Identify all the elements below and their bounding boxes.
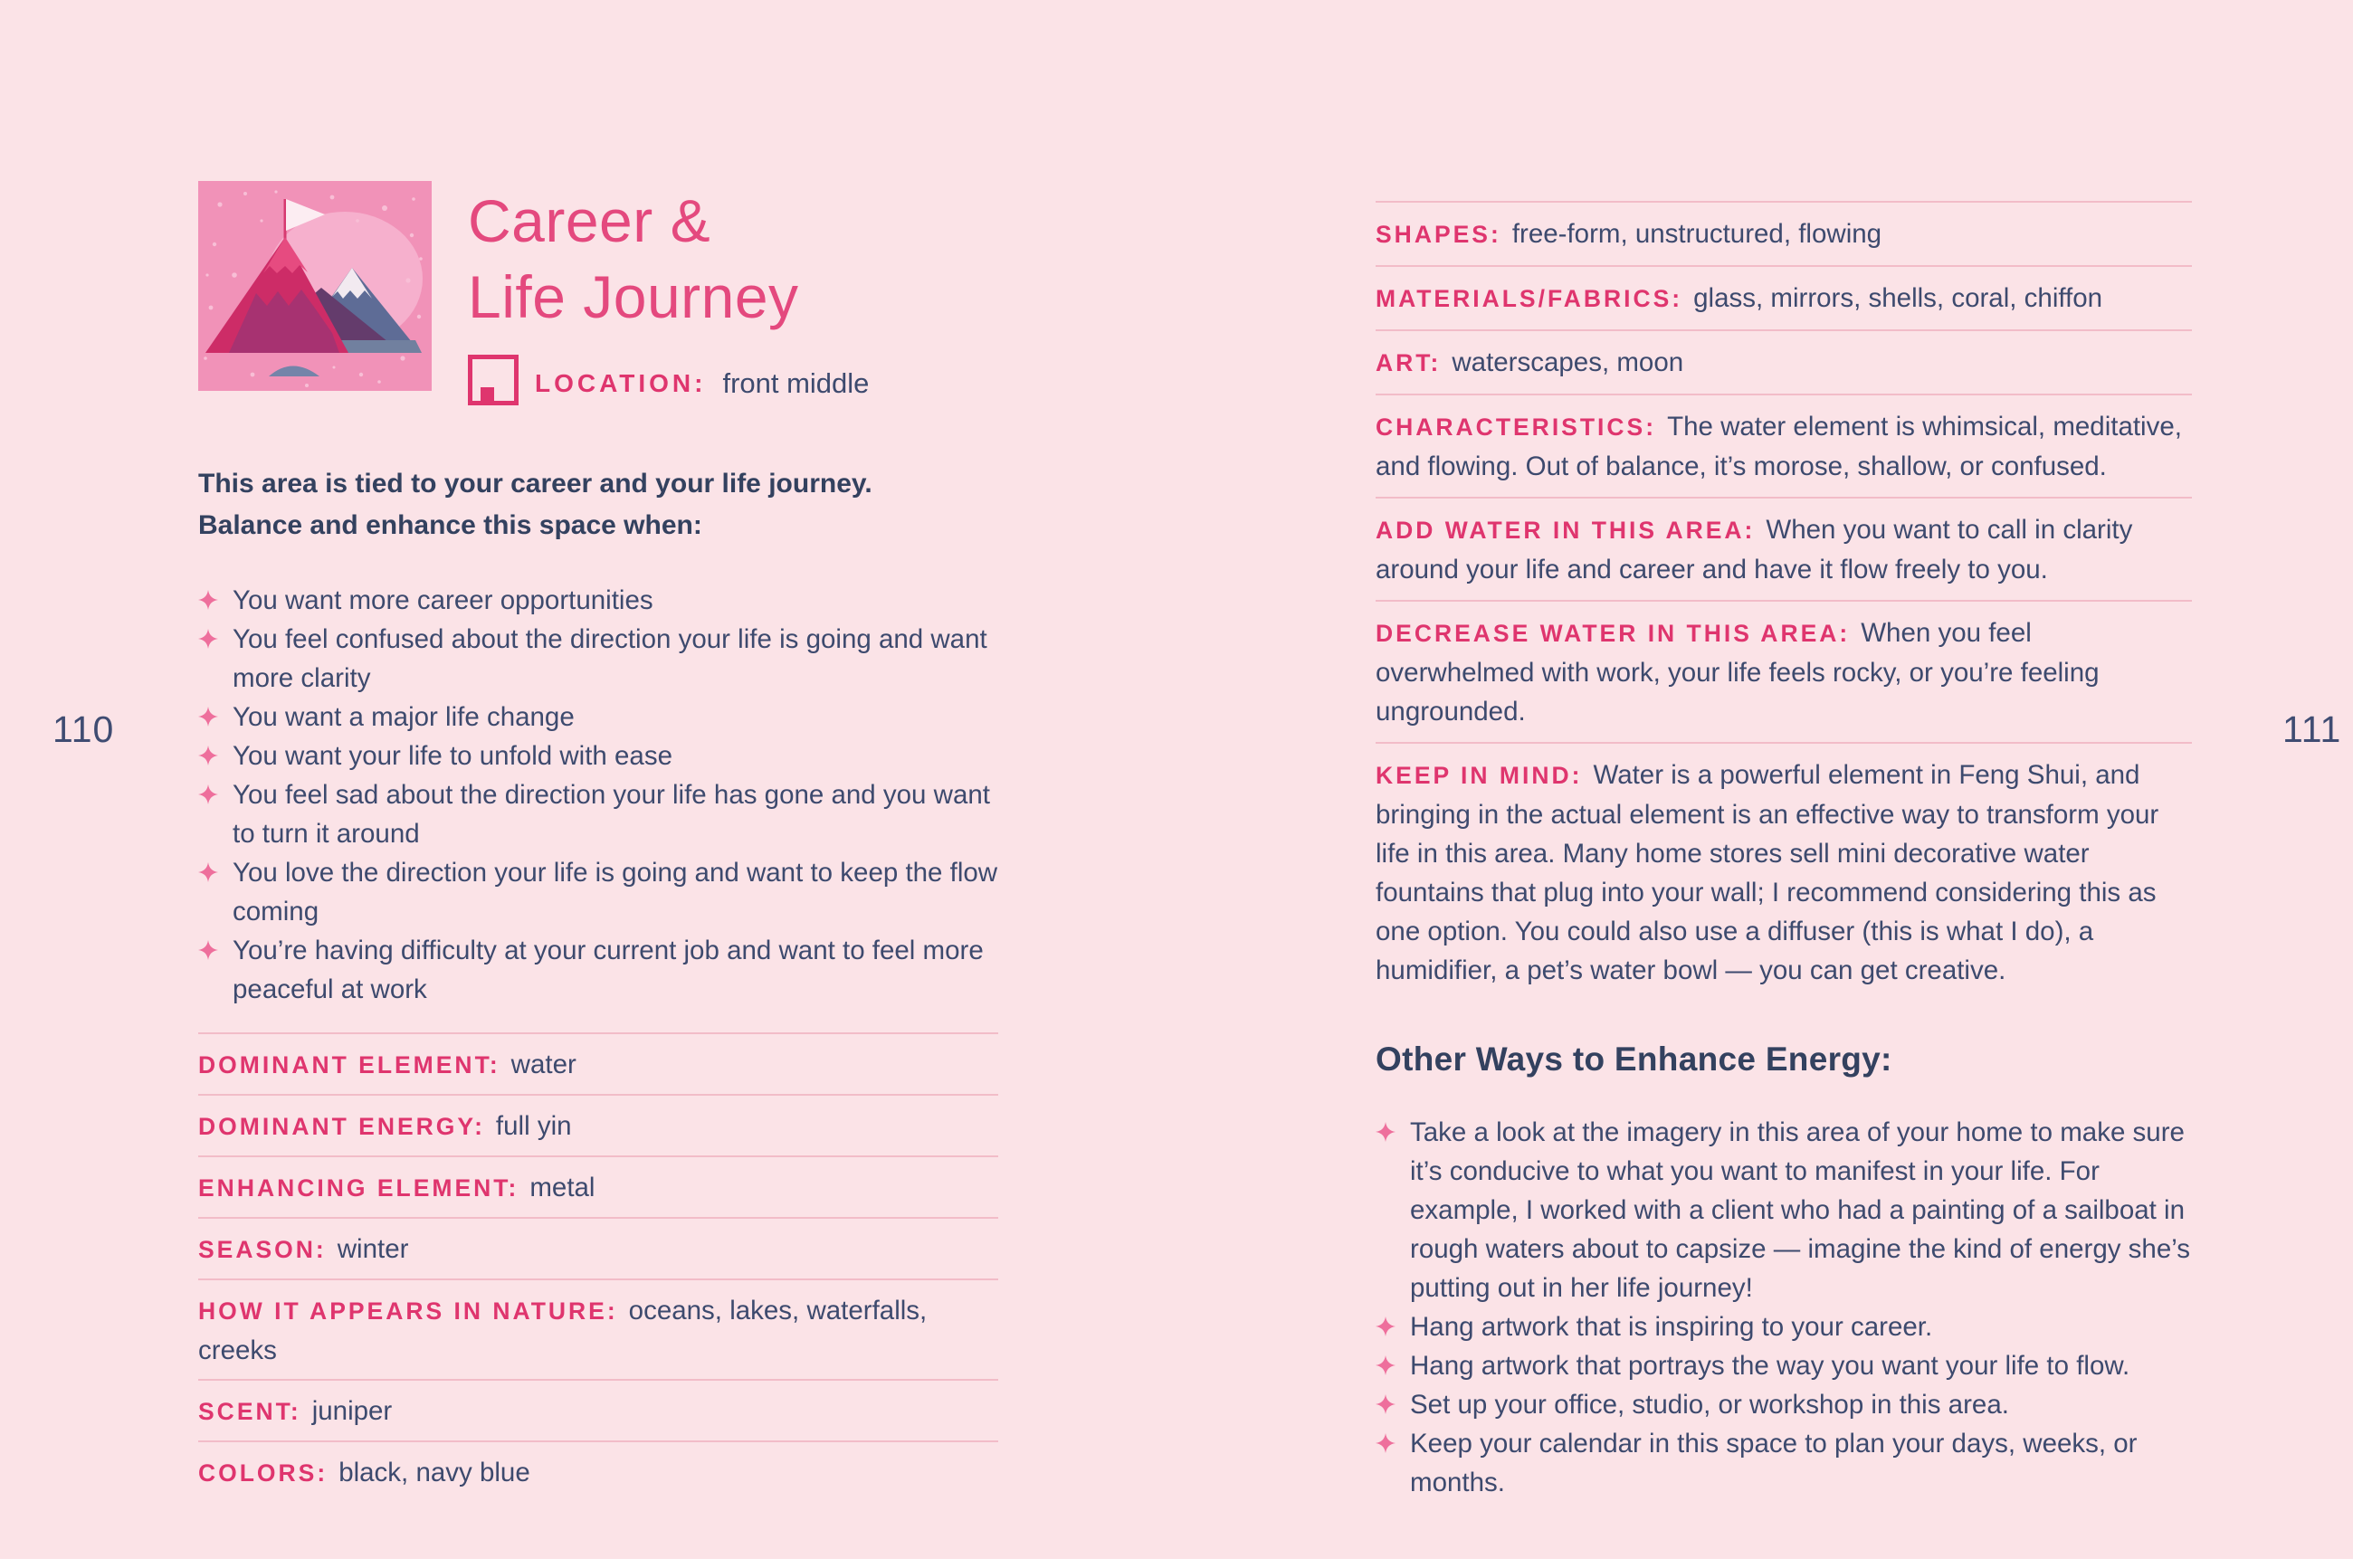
table-row bbox=[198, 1379, 998, 1440]
sparkle-bullet-icon bbox=[1376, 1433, 1396, 1453]
bullet-text: You feel sad about the direction your life has gone and you want to turn it around bbox=[233, 780, 990, 849]
table-row bbox=[198, 1094, 998, 1155]
row-label: HOW IT APPEARS IN NATURE: bbox=[198, 1297, 618, 1325]
sparkle-bullet-icon bbox=[198, 629, 218, 649]
row-value: waterscapes, moon bbox=[1452, 347, 1684, 377]
row-label: CHARACTERISTICS: bbox=[1376, 413, 1657, 441]
sparkle-bullet-icon bbox=[198, 707, 218, 727]
title-block bbox=[468, 181, 869, 405]
row-value: metal bbox=[529, 1173, 595, 1202]
intro-line1: This area is tied to your career and your life journey. bbox=[198, 469, 872, 499]
row-label: ADD WATER IN THIS AREA: bbox=[1376, 517, 1756, 544]
table-row bbox=[1376, 265, 2192, 329]
bullet-text: Set up your office, studio, or workshop in this area. bbox=[1410, 1390, 2009, 1420]
bullet-text: Take a look at the imagery in this area of your home to make sure it’s conducive to what you want to manifest in your life. For example, I worked with a client who had a painting of a sailboat in rough waters about to capsize — imagine the kind of energy she’s putting out in her life journey! bbox=[1410, 1117, 2191, 1303]
bullet-text: You love the direction your life is going and want to keep the flow coming bbox=[233, 858, 998, 927]
list-item bbox=[198, 581, 998, 620]
row-label: SEASON: bbox=[198, 1236, 327, 1263]
sparkle-bullet-icon bbox=[1376, 1316, 1396, 1336]
table-row bbox=[198, 1032, 998, 1094]
bullet-text: You want a major life change bbox=[233, 702, 575, 732]
sparkle-bullet-icon bbox=[198, 746, 218, 765]
sparkle-bullet-icon bbox=[198, 590, 218, 610]
sparkle-bullet-icon bbox=[1376, 1394, 1396, 1414]
sparkle-bullet-icon bbox=[198, 940, 218, 960]
bullet-text: Keep your calendar in this space to plan your days, weeks, or months. bbox=[1410, 1429, 2138, 1497]
row-value: water bbox=[510, 1050, 576, 1079]
table-row bbox=[1376, 201, 2192, 265]
location-value: front middle bbox=[722, 367, 870, 399]
other-ways-heading: Other Ways to Enhance Energy: bbox=[1376, 1041, 1892, 1078]
table-row bbox=[198, 1217, 998, 1278]
intro-line2: Balance and enhance this space when: bbox=[198, 510, 702, 540]
sparkle-bullet-icon bbox=[198, 862, 218, 882]
page-title bbox=[468, 183, 869, 335]
chapter-header bbox=[198, 181, 998, 405]
table-row bbox=[198, 1155, 998, 1217]
row-value: oceans, lakes, waterfalls, creeks bbox=[198, 1296, 928, 1365]
table-row bbox=[198, 1278, 998, 1379]
list-item bbox=[1376, 1424, 2192, 1502]
list-item bbox=[198, 775, 998, 853]
bullet-text: You want more career opportunities bbox=[233, 585, 653, 615]
row-label: COLORS: bbox=[198, 1459, 329, 1487]
row-value: free-form, unstructured, flowing bbox=[1511, 219, 1882, 249]
page-title-line1: Career & bbox=[468, 187, 711, 254]
sparkle-bullet-icon bbox=[198, 784, 218, 804]
sparkle-bullet-icon bbox=[1376, 1355, 1396, 1375]
row-label: ART: bbox=[1376, 349, 1442, 376]
list-item bbox=[198, 853, 998, 931]
table-row bbox=[198, 1440, 998, 1502]
mountain-illustration bbox=[198, 181, 432, 391]
row-value: When you want to call in clarity around your life and career and have it flow freely to you. bbox=[1376, 515, 2133, 584]
row-value: The water element is whimsical, meditative, and flowing. Out of balance, it’s morose, shallow, or confused. bbox=[1376, 412, 2182, 481]
details-table bbox=[1376, 201, 2192, 1001]
attributes-table bbox=[198, 1032, 998, 1502]
location-floorplan-icon bbox=[468, 355, 519, 405]
list-item bbox=[198, 931, 998, 1009]
page-bottom-edge bbox=[0, 1559, 2353, 1568]
other-ways-bullet-list bbox=[1376, 1113, 2192, 1502]
sparkle-bullet-icon bbox=[1376, 1122, 1396, 1142]
table-row bbox=[1376, 329, 2192, 394]
bullet-text: You feel confused about the direction your life is going and want more clarity bbox=[233, 624, 987, 693]
right-page-number: 111 bbox=[2282, 708, 2342, 750]
bullet-text: You’re having difficulty at your current job and want to feel more peaceful at work bbox=[233, 936, 984, 1004]
balance-bullet-list bbox=[198, 581, 998, 1009]
list-item bbox=[1376, 1307, 2192, 1346]
row-label: DOMINANT ELEMENT: bbox=[198, 1051, 500, 1079]
row-value: Water is a powerful element in Feng Shui, and bringing in the actual element is an effective way to transform your life in this area. Many home stores sell mini decorative water fountains that plug into your wall; I recommend considering this as one option. You could also use a diffuser (this is what I do), a humidifier, a pet’s water bowl — you can get creative. bbox=[1376, 760, 2159, 985]
right-page bbox=[1376, 201, 2192, 1502]
left-page-number: 110 bbox=[52, 708, 115, 750]
row-value: black, navy blue bbox=[338, 1458, 530, 1487]
table-row bbox=[1376, 497, 2192, 600]
row-label: MATERIALS/FABRICS: bbox=[1376, 285, 1683, 312]
list-item bbox=[1376, 1346, 2192, 1385]
row-value: glass, mirrors, shells, coral, chiffon bbox=[1693, 283, 2103, 313]
table-row bbox=[1376, 600, 2192, 742]
table-row bbox=[1376, 394, 2192, 497]
list-item bbox=[198, 698, 998, 736]
row-label: SCENT: bbox=[198, 1398, 301, 1425]
page-title-line2: Life Journey bbox=[468, 263, 799, 330]
list-item bbox=[198, 620, 998, 698]
list-item bbox=[1376, 1385, 2192, 1424]
table-row bbox=[1376, 742, 2192, 1001]
bullet-text: You want your life to unfold with ease bbox=[233, 741, 672, 771]
list-item bbox=[1376, 1113, 2192, 1307]
row-value: winter bbox=[337, 1234, 409, 1264]
bullet-text: Hang artwork that is inspiring to your career. bbox=[1410, 1312, 1933, 1342]
location-label: LOCATION: bbox=[535, 369, 707, 397]
row-label: DECREASE WATER IN THIS AREA: bbox=[1376, 620, 1851, 647]
row-label: SHAPES: bbox=[1376, 221, 1501, 248]
row-value: When you feel overwhelmed with work, your life feels rocky, or you’re feeling ungrounded. bbox=[1376, 618, 2100, 727]
bullet-text: Hang artwork that portrays the way you want your life to flow. bbox=[1410, 1351, 2130, 1381]
row-label: ENHANCING ELEMENT: bbox=[198, 1174, 519, 1202]
row-label: KEEP IN MIND: bbox=[1376, 762, 1583, 789]
row-value: full yin bbox=[495, 1111, 572, 1141]
row-label: DOMINANT ENERGY: bbox=[198, 1113, 485, 1140]
intro-text bbox=[198, 463, 998, 546]
row-value: juniper bbox=[311, 1396, 393, 1426]
location-row bbox=[468, 355, 869, 405]
left-page bbox=[198, 181, 998, 1502]
list-item bbox=[198, 736, 998, 775]
